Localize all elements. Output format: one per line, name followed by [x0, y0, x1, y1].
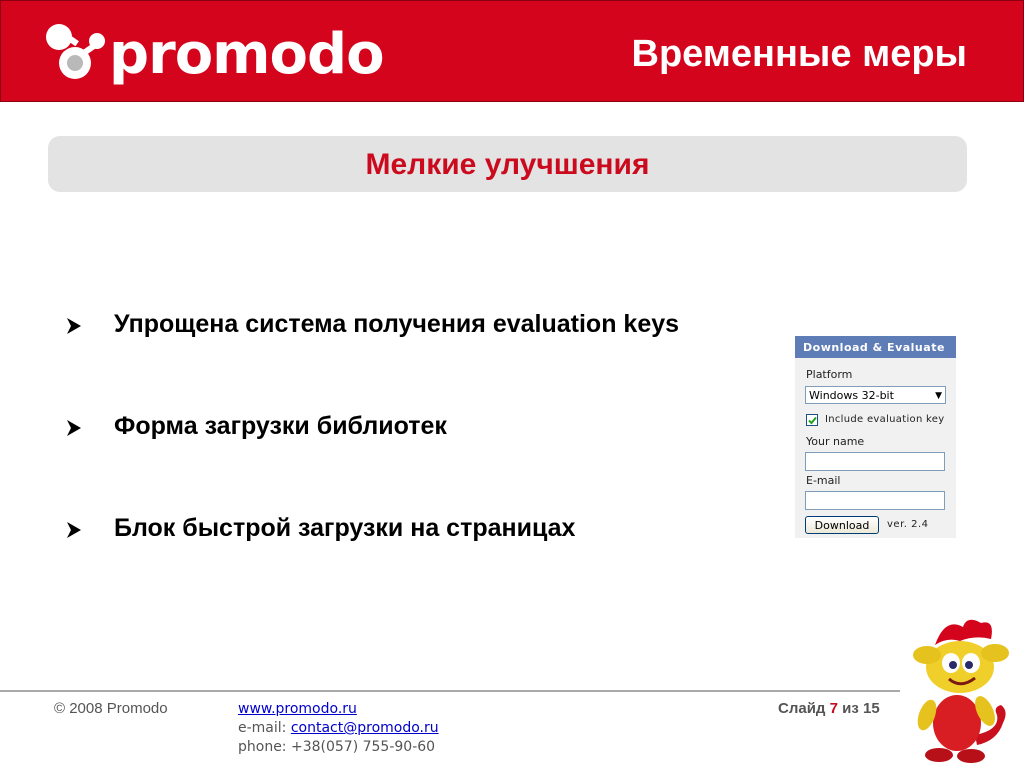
arrow-bullet-icon	[64, 520, 84, 540]
subtitle-bar	[48, 136, 967, 192]
logo-text: promodo	[109, 22, 384, 87]
platform-label: Platform	[806, 368, 853, 381]
subtitle-text: Мелкие улучшения	[365, 148, 650, 181]
footer-divider	[0, 690, 900, 692]
checkmark-icon	[808, 416, 817, 425]
include-key-checkbox[interactable]	[806, 414, 818, 426]
name-label: Your name	[806, 435, 865, 448]
slide-title: Временные меры	[631, 33, 967, 75]
promodo-logo[interactable]	[45, 21, 384, 87]
include-key-label: Include evaluation key	[825, 414, 945, 425]
email-label: E-mail	[806, 474, 841, 487]
version-text: ver. 2.4	[887, 519, 929, 530]
platform-select[interactable]	[805, 386, 946, 404]
platform-select-value: Windows 32-bit	[809, 389, 894, 402]
phone-text: phone: +38(057) 755-90-60	[238, 739, 436, 755]
contacts-block	[238, 700, 439, 757]
name-field[interactable]	[805, 452, 945, 471]
email-link[interactable]: contact@promodo.ru	[290, 720, 439, 736]
arrow-bullet-icon	[64, 418, 84, 438]
website-link[interactable]: www.promodo.ru	[238, 701, 357, 717]
bullet-text: Упрощена система получения evaluation keys	[114, 310, 680, 338]
slide-counter	[778, 700, 880, 717]
header-bar	[0, 0, 1024, 102]
email-field[interactable]	[805, 491, 945, 510]
arrow-bullet-icon	[64, 316, 84, 336]
widget-title: Download & Evaluate	[795, 336, 956, 358]
slide-of: из	[842, 700, 859, 717]
mascot-illustration	[905, 615, 1020, 765]
slide-label: Слайд	[778, 700, 826, 717]
copyright: © 2008 Promodo	[54, 700, 168, 717]
slide-total: 15	[863, 700, 880, 717]
dropdown-arrow-icon: ▼	[935, 391, 942, 401]
download-button[interactable]: Download	[805, 516, 879, 534]
bullet-text: Форма загрузки библиотек	[114, 412, 447, 440]
logo-dots-icon	[45, 21, 115, 85]
email-label: e-mail:	[238, 720, 287, 736]
download-widget	[795, 336, 956, 538]
slide-current: 7	[829, 700, 838, 717]
bullet-text: Блок быстрой загрузки на страницах	[114, 514, 576, 542]
